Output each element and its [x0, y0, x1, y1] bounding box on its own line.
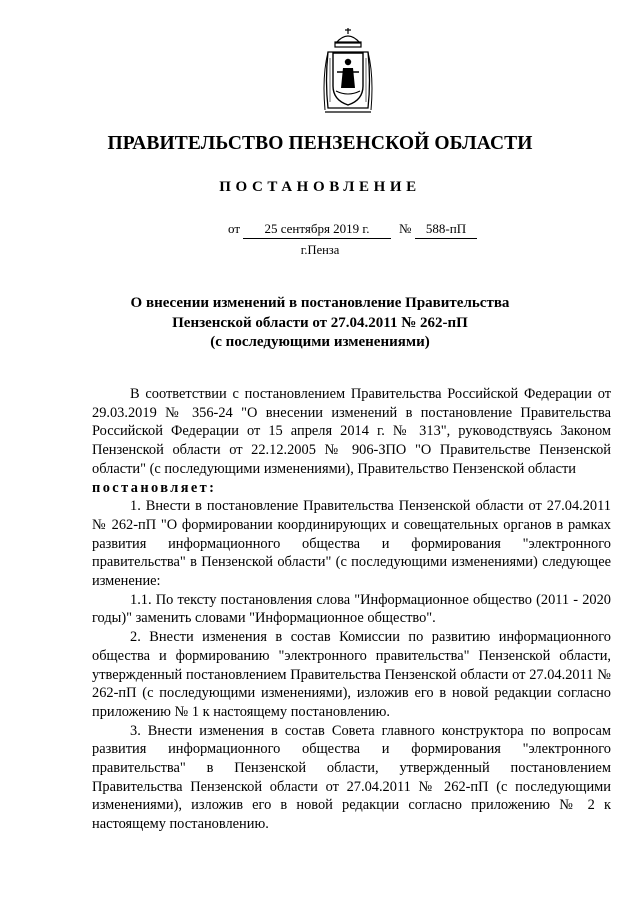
subject-line: Пензенской области от 27.04.2011 № 262-пП	[172, 314, 468, 331]
document-body	[92, 385, 611, 834]
preamble-paragraph: В соответствии с постановлением Правительства Российской Федерации от 29.03.2019 № 356-24 "О внесении изменений в постановление Правительства Российской Федерации от 15 апреля 2014 г. № 313", руководствуясь Законом Пензенской области от 22.12.2005 № 906-ЗПО "О Правительстве Пензенской области" (с последующими изменениями), Правительство Пензенской области	[92, 386, 611, 477]
coat-of-arms-emblem	[322, 26, 374, 116]
body-paragraph: 3. Внести изменения в состав Совета главного конструктора по вопросам развития информационного общества и формирования "электронного правительства" в Пензенской области, утвержденный постановлением Правительства Пензенской области от 27.04.2011 № 262-пП (с последующими изменениями), изложив его в новой редакции согласно приложению № 2 к настоящему постановлению.	[92, 722, 611, 833]
body-paragraph: 1. Внести в постановление Правительства Пензенской области от 27.04.2011 № 262-пП "О формировании координирующих и совещательных органов в рамках развития информационного общества и формирования "электронного правительства" в Пензенской области" (с последующими изменениями) следующее изменение:	[92, 498, 611, 590]
body-paragraph: 1.1. По тексту постановления слова "Информационное общество (2011 - 2020 годы)" заменить словами "Информационное общество".	[92, 591, 611, 627]
document-date: 25 сентября 2019 г.	[243, 221, 391, 239]
organization-title: ПРАВИТЕЛЬСТВО ПЕНЗЕНСКОЙ ОБЛАСТИ	[107, 133, 533, 154]
date-prefix: от	[228, 221, 241, 236]
city: г.Пенза	[300, 243, 340, 257]
subject-line: О внесении изменений в постановление Правительства	[130, 295, 510, 311]
document-subject	[0, 294, 640, 353]
decree-word-paragraph	[92, 479, 611, 498]
document-type: ПОСТАНОВЛЕНИЕ	[219, 179, 421, 195]
subject-line: (с последующими изменениями)	[210, 334, 430, 350]
body-paragraph: 2. Внести изменения в состав Комиссии по развитию информационного общества и формированию "электронного правительства" Пензенской области, утвержденный постановлением Правительства Пензенской области от 27.04.2011 № 262-пП (с последующими изменениями), изложив его в новой редакции согласно приложению № 1 к настоящему постановлению.	[92, 629, 611, 720]
number-prefix: №	[399, 221, 412, 236]
decree-word: постановляет:	[92, 479, 217, 496]
document-number: 588-пП	[415, 221, 477, 239]
